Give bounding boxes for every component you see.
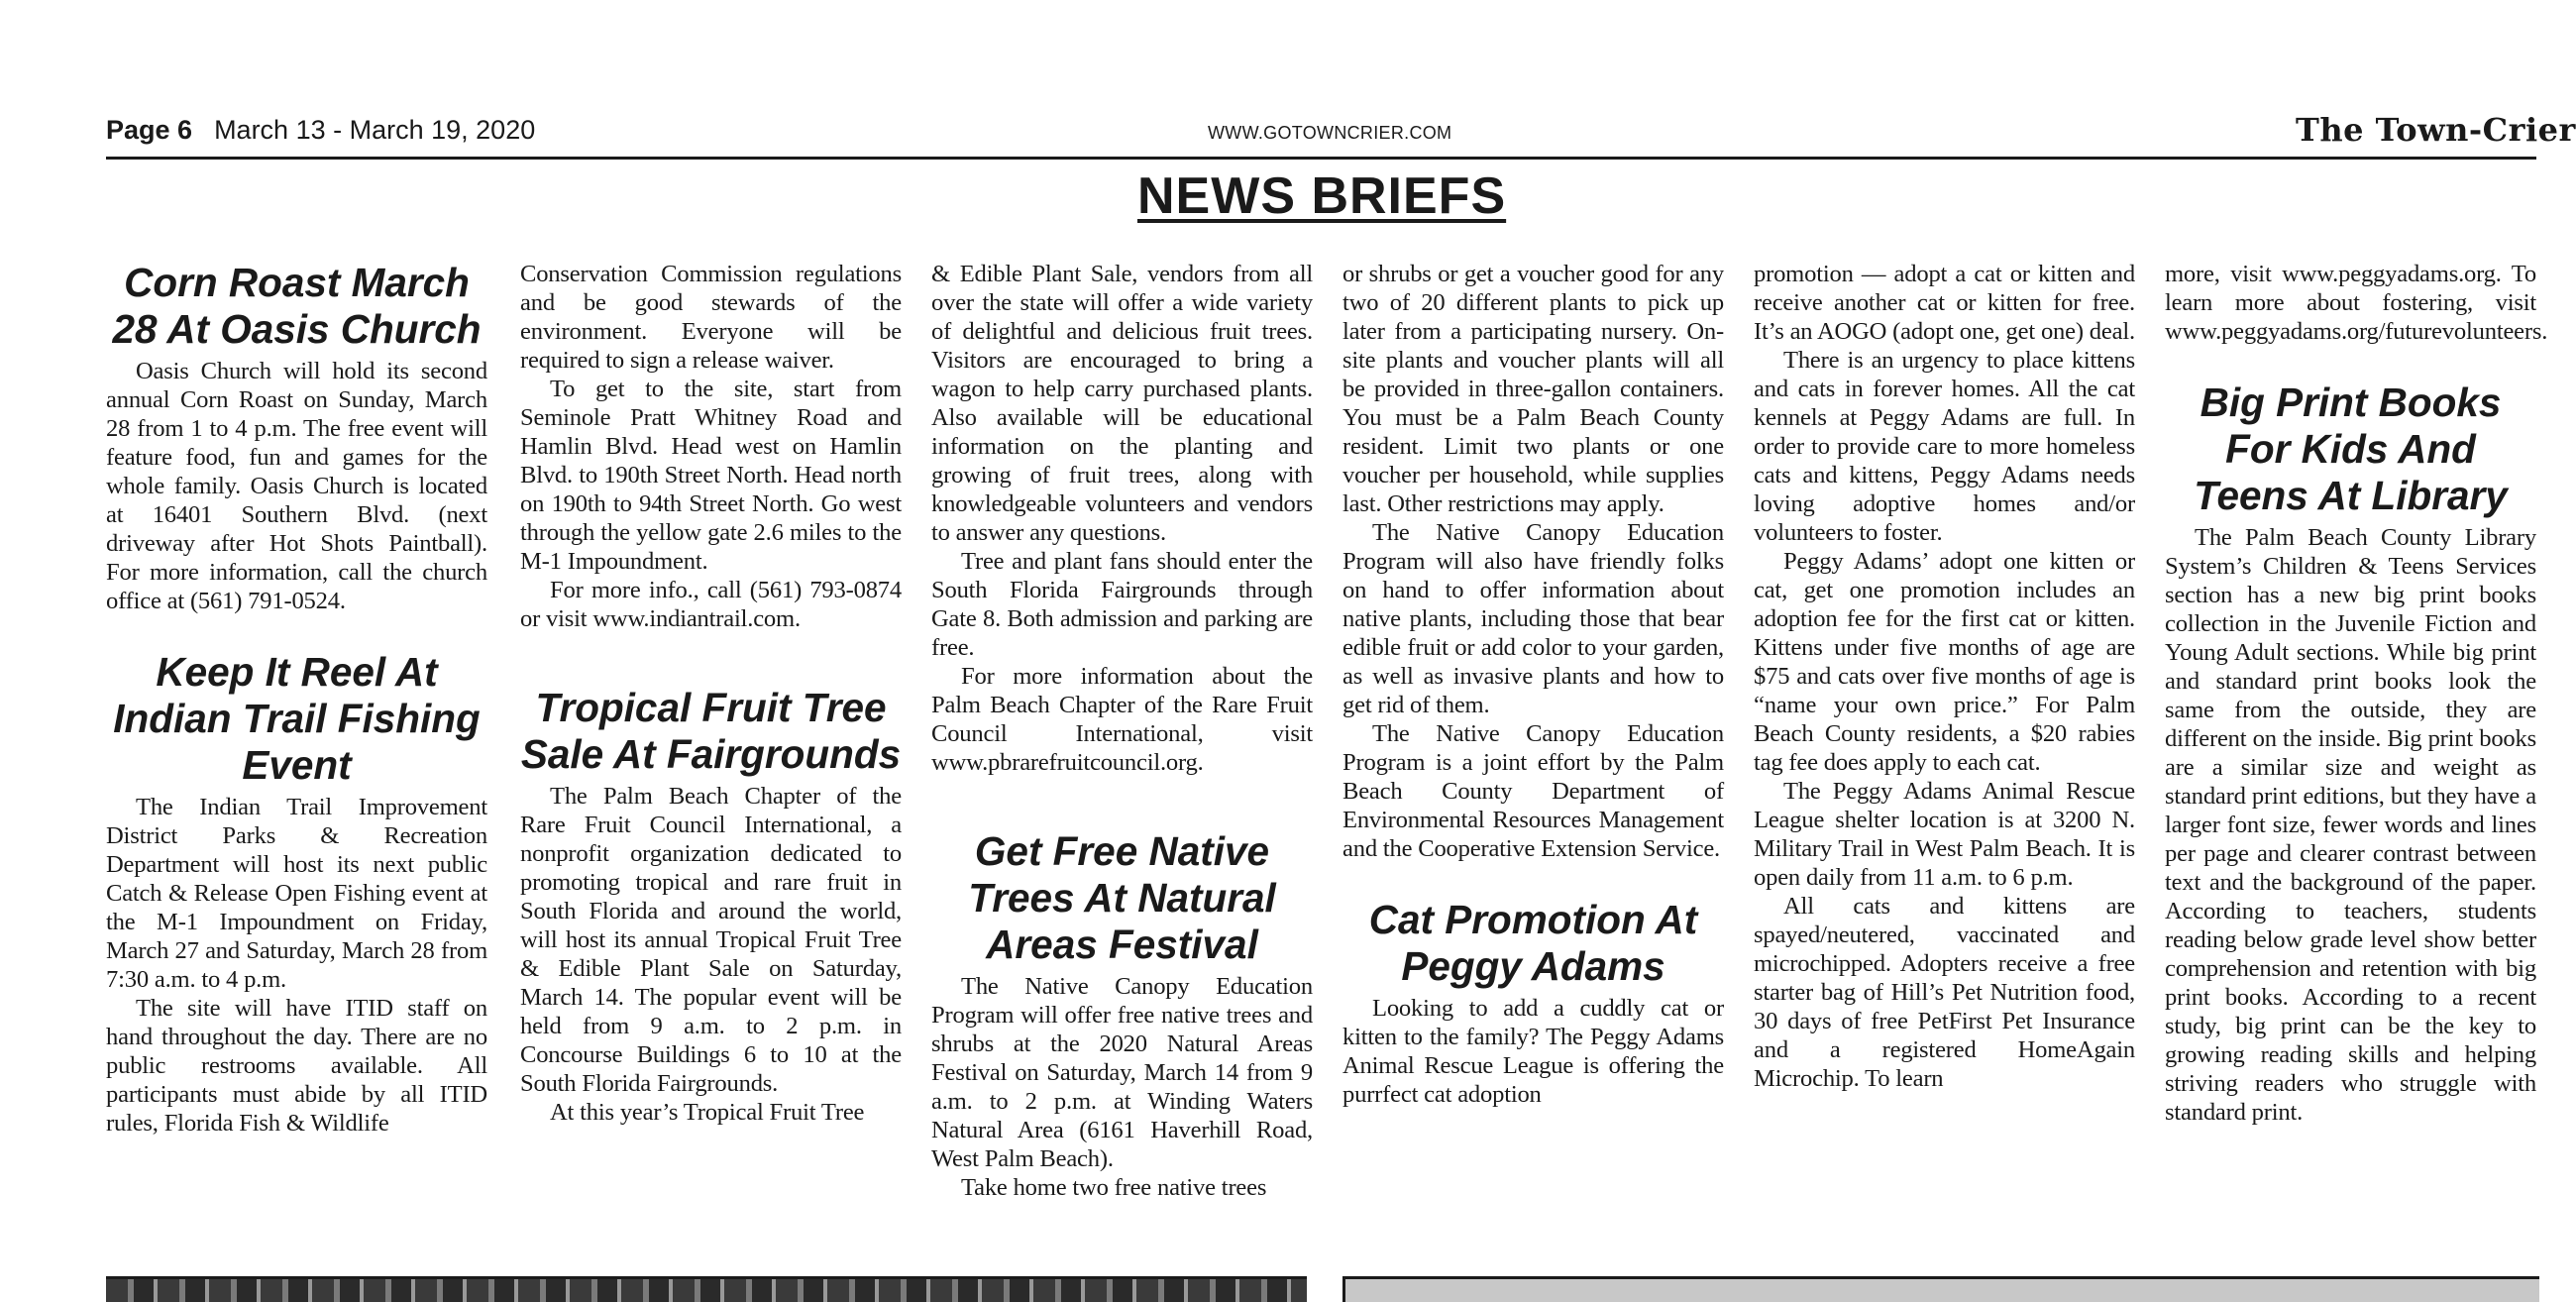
article-paragraph: promotion — adopt a cat or kitten and receive another cat or kitten for free. It’s an AOGO (adopt one, get one) deal.: [1754, 261, 2135, 345]
page-header: [106, 111, 2576, 160]
article-paragraph: The Palm Beach County Library System’s Children & Teens Services section has a new big print books collection in the Juvenile Fiction and Young Adult sections. While big print and standard print books look the same from the outside, they are different on the inside. Big print books are a similar size and weight as standard print editions, but they have a larger font size, fewer words and lines per page and clearer contrast between text and the background of the paper. According to teachers, students reading below grade level show better comprehension and retention with big print books. According to a recent study, big print can be the key to growing reading skills and helping striving readers who struggle with standard print.: [2165, 524, 2536, 1126]
article-paragraph: The site will have ITID staff on hand throughout the day. There are no public restrooms available. All participants must abide by all ITID rules, Florida Fish & Wildlife: [106, 995, 487, 1137]
article-paragraph: The Native Canopy Education Program is a joint effort by the Palm Beach County Department of Environmental Resources Management and the Cooperative Extension Service.: [1342, 720, 1724, 862]
column-5: [1754, 260, 2135, 1093]
article-paragraph: The Indian Trail Improvement District Parks & Recreation Department will host its next public Catch & Release Open Fishing event at the M-1 Impoundment on Friday, March 27 and Saturday, March 28 from 7:30 a.m. to 4 p.m.: [106, 794, 487, 993]
article-paragraph: At this year’s Tropical Fruit Tree: [550, 1099, 865, 1126]
article-paragraph: or shrubs or get a voucher good for any two of 20 different plants to pick up later from a participating nursery. On-site plants and voucher plants will all be provided in three-gallon containers. You must be a Palm Beach County resident. Limit two plants or one voucher per household, while supplies last. Other restrictions may apply.: [1342, 261, 1724, 517]
article-paragraph: & Edible Plant Sale, vendors from all over the state will offer a wide variety of delightful and delicious fruit trees. Visitors are encouraged to bring a wagon to help carry purchased plants. Also available will be educational information on the planting and growing of fruit trees, along with knowledgeable volunteers and vendors to answer any questions.: [931, 261, 1313, 546]
article-paragraph: Conservation Commission regulations and be good stewards of the environment. Everyone will be required to sign a release waiver.: [520, 261, 902, 374]
article-paragraph: more, visit www.peggyadams.org. To learn more about fostering, visit www.peggyadams.org/futurevolunteers.: [2165, 261, 2548, 345]
column-1: [106, 260, 487, 1138]
headline-cat-promotion: Cat Promotion At Peggy Adams: [1368, 897, 1698, 989]
section-title: NEWS BRIEFS: [1137, 167, 1507, 225]
article-paragraph: Looking to add a cuddly cat or kitten to the family? The Peggy Adams Animal Rescue League is offering the purrfect cat adoption: [1342, 995, 1724, 1108]
article-paragraph: All cats and kittens are spayed/neutered, vaccinated and microchipped. Adopters receive a free starter bag of Hill’s Pet Nutrition food, 30 days of free PetFirst Pet Insurance and a registered HomeAgain Microchip. To learn: [1754, 893, 2135, 1092]
article-paragraph: The Native Canopy Education Program will offer free native trees and shrubs at the 2020 Natural Areas Festival on Saturday, March 14 from 9 a.m. to 2 p.m. at Winding Waters Natural Area (6161 Haverhill Road, West Palm Beach).: [931, 973, 1313, 1172]
website-url[interactable]: WWW.GOTOWNCRIER.COM: [1208, 123, 1452, 143]
column-3: [931, 260, 1313, 1202]
headline-corn-roast: Corn Roast March 28 At Oasis Church: [112, 260, 482, 352]
headline-tropical-fruit: Tropical Fruit Tree Sale At Fairgrounds: [520, 685, 902, 777]
article-paragraph: The Palm Beach Chapter of the Rare Fruit Council International, a nonprofit organization dedicated to promoting tropical and rare fruit in South Florida and around the world, will host its annual Tropical Fruit Tree & Edible Plant Sale on Saturday, March 14. The popular event will be held from 9 a.m. to 2 p.m. in Concourse Buildings 6 to 10 at the South Florida Fairgrounds.: [520, 783, 902, 1097]
page-number: Page 6: [106, 115, 193, 145]
page-info: [106, 115, 535, 146]
ad-banner-border: [106, 1276, 1307, 1302]
issue-date: March 13 - March 19, 2020: [214, 115, 536, 145]
article-paragraph: To get to the site, start from Seminole Pratt Whitney Road and Hamlin Blvd. Head west on Hamlin Blvd. to 190th Street North. Head north on 190th to 94th Street North. Go west through the yellow gate 2.6 miles to the M-1 Impoundment.: [520, 376, 902, 575]
article-paragraph: The Peggy Adams Animal Rescue League shelter location is at 3200 N. Military Trail in West Palm Beach. It is open daily from 11 a.m. to 6 p.m.: [1754, 778, 2135, 891]
masthead-logo: The Town-Crier: [2296, 111, 2576, 149]
article-paragraph: For more info., call (561) 793-0874 or visit www.indiantrail.com.: [520, 577, 902, 632]
article-paragraph: Peggy Adams’ adopt one kitten or cat, get one promotion includes an adoption fee for the first cat or kitten. Kittens under five months of age are $75 and cats over five months of age is “name your own price.” For Palm Beach County residents, a $20 rabies tag fee does apply to each cat.: [1754, 548, 2135, 776]
headline-native-trees: Get Free Native Trees At Natural Areas Festival: [968, 828, 1276, 967]
headline-big-print: Big Print Books For Kids And Teens At Library: [2194, 380, 2508, 518]
column-6: [2165, 260, 2548, 1127]
article-paragraph: Tree and plant fans should enter the South Florida Fairgrounds through Gate 8. Both admission and parking are free.: [931, 548, 1313, 661]
article-paragraph: For more information about the Palm Beach Chapter of the Rare Fruit Council International, visit www.pbrarefruitcouncil.org.: [931, 663, 1313, 776]
article-paragraph: Take home two free native trees: [961, 1174, 1267, 1201]
article-paragraph: Oasis Church will hold its second annual Corn Roast on Sunday, March 28 from 1 to 4 p.m. The free event will feature food, fun and games for the whole family. Oasis Church is located at 16401 Southern Blvd. (next driveway after Hot Shots Paintball). For more information, call the church office at (561) 791-0524.: [106, 358, 487, 614]
headline-keep-it-reel: Keep It Reel At Indian Trail Fishing Event: [113, 649, 481, 788]
article-paragraph: The Native Canopy Education Program will also have friendly folks on hand to offer information about native plants, including those that bear edible fruit or add color to your garden, as well as invasive plants and how to get rid of them.: [1342, 519, 1724, 718]
column-4: [1342, 260, 1724, 1109]
column-2: [520, 260, 902, 1127]
article-paragraph: There is an urgency to place kittens and cats in forever homes. All the cat kennels at Peggy Adams are full. In order to provide care to more homeless cats and kittens, Peggy Adams needs loving adoptive homes and/or volunteers to foster.: [1754, 347, 2135, 546]
ad-box-border: [1342, 1276, 2539, 1302]
